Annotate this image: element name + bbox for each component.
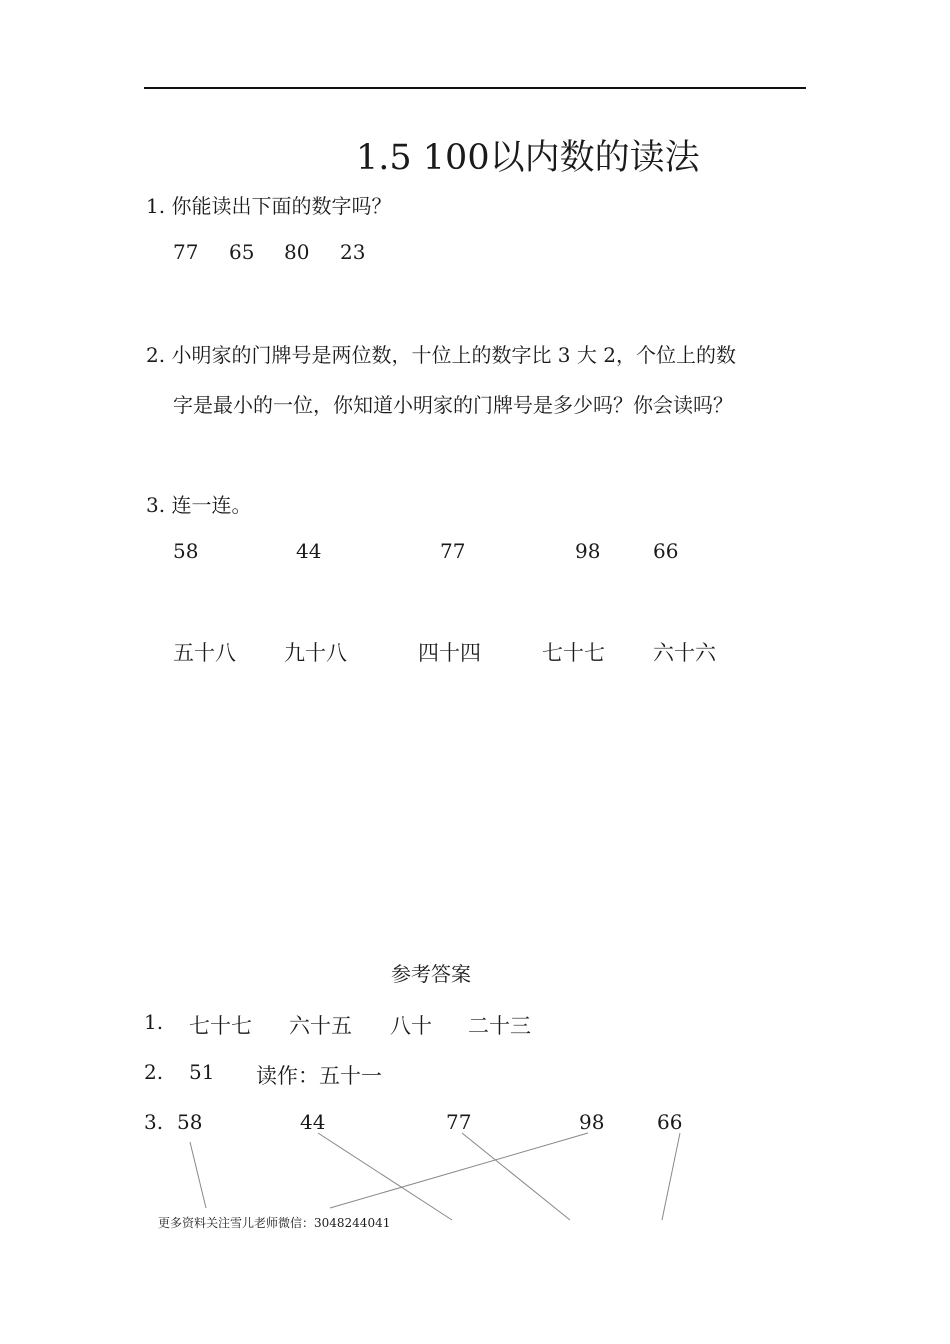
answer-3-number: 3. (144, 1110, 164, 1134)
q3-number: 66 (653, 539, 679, 563)
answer-3-value: 98 (579, 1110, 605, 1134)
q1-number: 65 (229, 240, 255, 264)
q3-number: 98 (575, 539, 601, 563)
q1-number: 80 (284, 240, 310, 264)
connector-58 (190, 1142, 206, 1208)
answer-1-item: 七十七 (189, 1014, 252, 1038)
connector-44 (318, 1133, 452, 1220)
q3-number: 77 (440, 539, 466, 563)
q1-number: 77 (173, 240, 199, 264)
q1-number: 23 (340, 240, 366, 264)
question-1: 1. 你能读出下面的数字吗？ (146, 194, 392, 218)
q3-word: 七十七 (542, 641, 605, 665)
q3-word: 五十八 (173, 641, 236, 665)
answer-3-value: 58 (177, 1110, 203, 1134)
question-3: 3. 连一连。 (146, 493, 252, 517)
answer-2-value: 51 (189, 1060, 215, 1084)
answer-3-value: 66 (657, 1110, 683, 1134)
page-title: 1.5 100以内数的读法 (356, 138, 700, 178)
answer-2-reading: 读作：五十一 (256, 1064, 382, 1088)
footer-note: 更多资料关注雪儿老师微信：3048244041 (158, 1216, 391, 1230)
answer-2-number: 2. (144, 1060, 164, 1084)
connector-77 (462, 1133, 570, 1220)
q3-word: 四十四 (418, 641, 481, 665)
answer-1-item: 八十 (390, 1014, 432, 1038)
answer-3-value: 77 (446, 1110, 472, 1134)
answer-1-number: 1. (144, 1010, 164, 1034)
connector-98 (330, 1133, 588, 1208)
question-2-line-2: 字是最小的一位，你知道小明家的门牌号是多少吗？你会读吗？ (173, 393, 733, 417)
answer-3-value: 44 (300, 1110, 326, 1134)
q3-number: 44 (296, 539, 322, 563)
q3-number: 58 (173, 539, 199, 563)
connector-66 (662, 1133, 680, 1220)
q3-word: 九十八 (284, 641, 347, 665)
answer-1-item: 六十五 (289, 1014, 352, 1038)
q3-word: 六十六 (653, 641, 716, 665)
answer-1-item: 二十三 (468, 1014, 531, 1038)
question-2-line-1: 2. 小明家的门牌号是两位数，十位上的数字比 3 大 2，个位上的数 (146, 343, 736, 367)
answers-title: 参考答案 (391, 962, 471, 986)
